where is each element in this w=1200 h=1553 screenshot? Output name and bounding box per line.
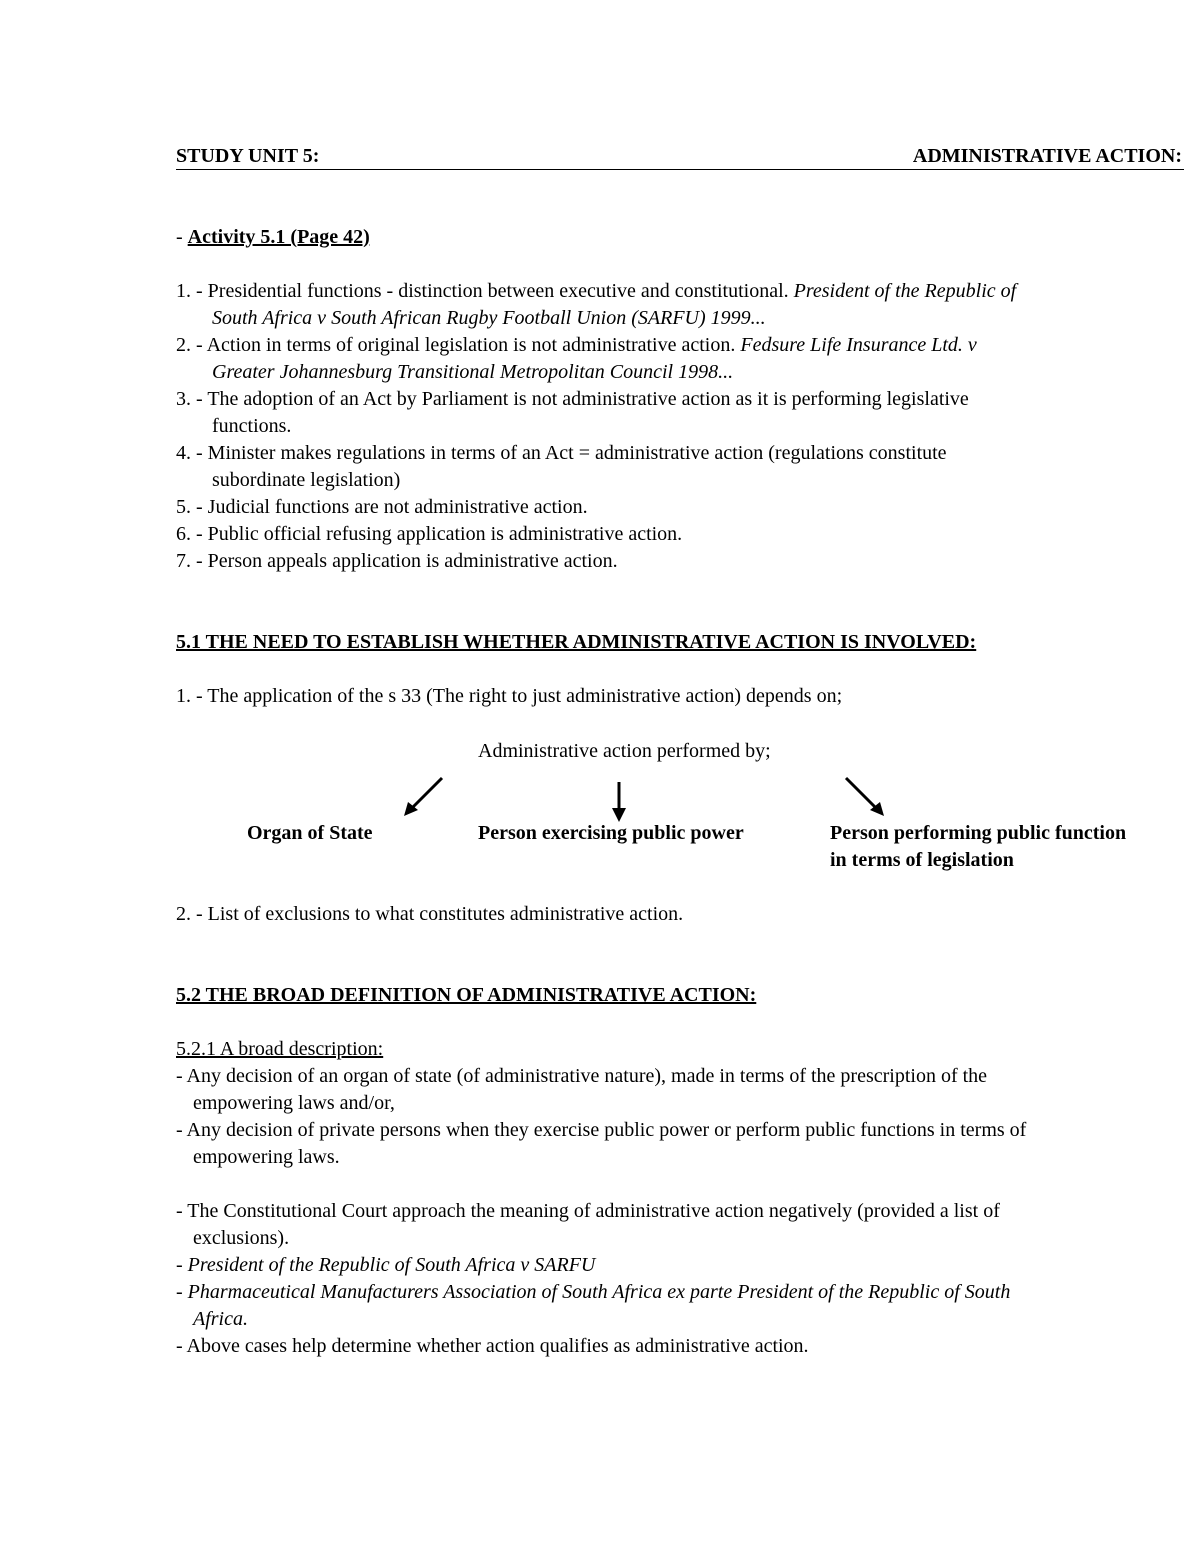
page-header (176, 143, 1184, 170)
list-item: - Any decision of an organ of state (of administrative nature), made in terms of the prescription of the empowering laws and/or, (176, 1065, 988, 1114)
section-5-1-item-2: 2. - List of exclusions to what constitutes administrative action. (176, 903, 684, 925)
activity-item: 1. - Presidential functions - distinction between executive and constitutional. President of the Republic of South Africa v South African Rugby Football Union (SARFU) 1999... (176, 280, 1017, 329)
activity-item: 4. - Minister makes regulations in terms of an Act = administrative action (regulations constitute subordinate legislation) (176, 442, 947, 491)
section-5-2-1-subheading: 5.2.1 A broad description: (176, 1038, 384, 1060)
list-item: - Above cases help determine whether action qualifies as administrative action. (176, 1335, 809, 1357)
case-citation: Fedsure Life Insurance Ltd. v (740, 334, 977, 356)
list-item: - Any decision of private persons when they exercise public power or perform public functions in terms of empowering laws. (176, 1119, 1027, 1168)
case-citation: President of the Republic of (793, 280, 1017, 302)
activity-title: Activity 5.1 (Page 42) (187, 226, 370, 248)
arrow-down-left-icon (400, 774, 448, 818)
diagram-box-public-function: Person performing public function in terms of legislation (830, 822, 1127, 871)
activity-item: 2. - Action in terms of original legislation is not administrative action. Fedsure Life Insurance Ltd. v Greater Johannesburg Transitional Metropolitan Council 1998... (176, 334, 977, 383)
header-study-unit: STUDY UNIT 5: (176, 145, 320, 167)
activity-item: 6. - Public official refusing application is administrative action. (176, 523, 683, 545)
arrow-down-right-icon (840, 774, 888, 818)
header-topic: ADMINISTRATIVE ACTION: (912, 145, 1182, 167)
section-5-1-item-1: 1. - The application of the s 33 (The right to just administrative action) depends on; (176, 685, 843, 707)
list-item: - The Constitutional Court approach the meaning of administrative action negatively (provided a list of exclusions). (176, 1200, 1000, 1249)
arrow-down-icon (608, 780, 630, 824)
diagram-title: Administrative action performed by; (478, 740, 771, 762)
diagram-box-public-power: Person exercising public power (478, 822, 744, 844)
case-citation: - President of the Republic of South Africa v SARFU (176, 1254, 596, 1276)
activity-heading: - Activity 5.1 (Page 42) (176, 226, 370, 248)
activity-item: 5. - Judicial functions are not administrative action. (176, 496, 588, 518)
section-5-2-heading: 5.2 THE BROAD DEFINITION OF ADMINISTRATIVE ACTION: (176, 984, 757, 1006)
activity-item: 7. - Person appeals application is administrative action. (176, 550, 618, 572)
diagram-box-organ-of-state: Organ of State (247, 822, 373, 844)
case-citation: - Pharmaceutical Manufacturers Association of South Africa ex parte President of the Republic of South Africa. (176, 1281, 1011, 1330)
section-5-1-heading: 5.1 THE NEED TO ESTABLISH WHETHER ADMINISTRATIVE ACTION IS INVOLVED: (176, 631, 977, 653)
activity-item: 3. - The adoption of an Act by Parliament is not administrative action as it is performing legislative functions. (176, 388, 969, 437)
